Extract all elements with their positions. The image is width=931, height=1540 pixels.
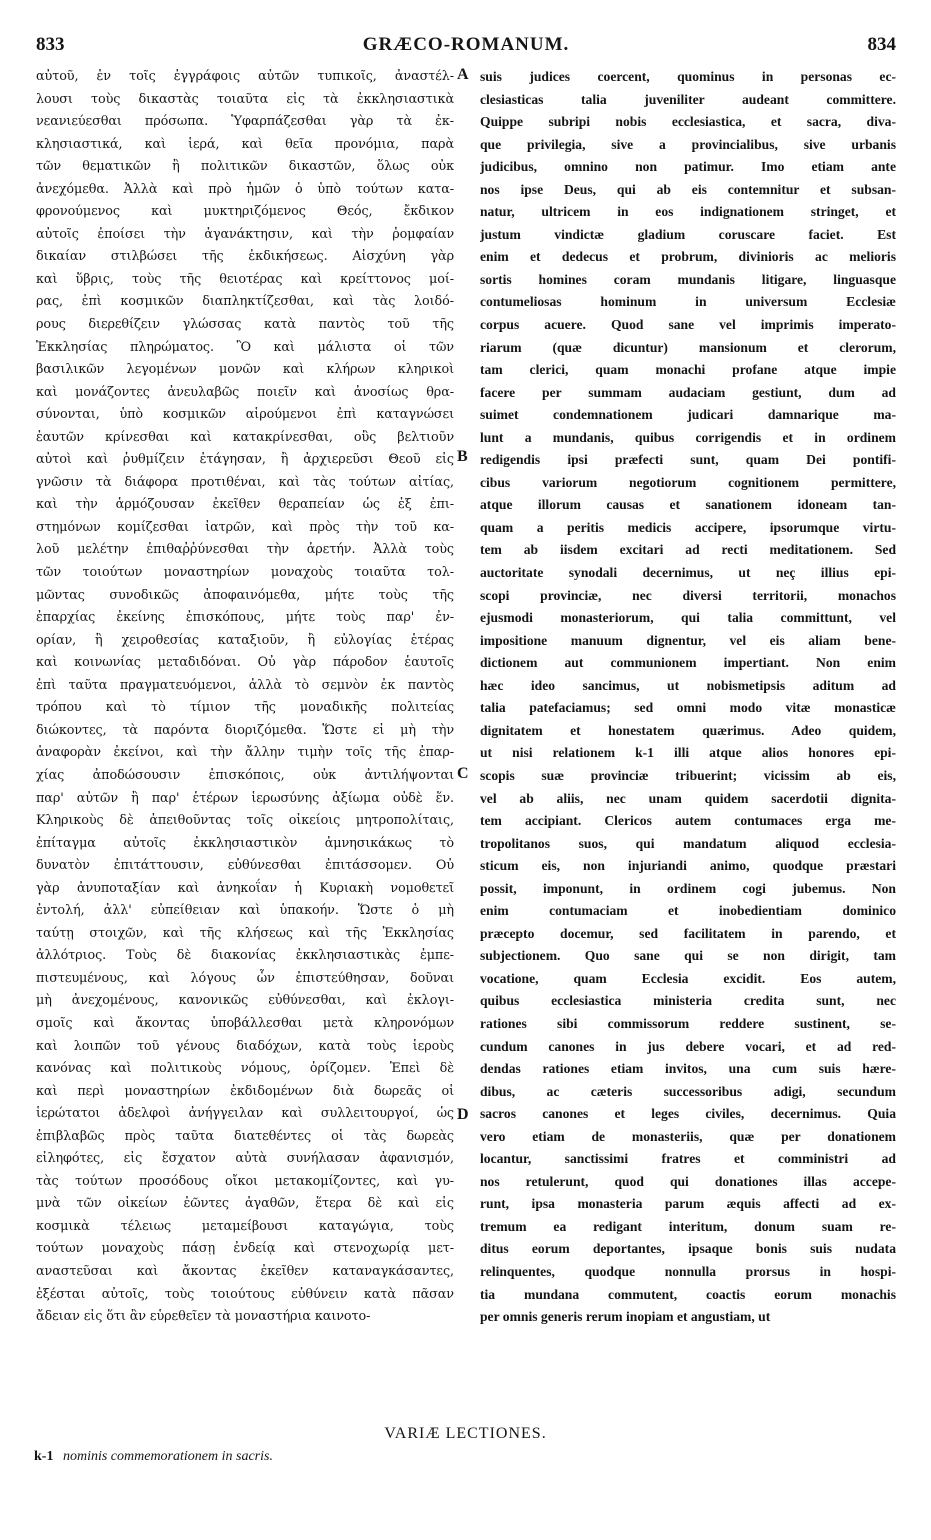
greek-text-line: ἐντολή, ἀλλ' εὐπείθειαν καὶ ὑπακοήν. Ὥστε ὁ μὴ — [36, 903, 454, 919]
latin-text-line: redigendis ipsi præfecti sunt, quam Dei pontifi- — [480, 452, 896, 468]
greek-text-line: βασιλικῶν λεγομένων μονῶν καὶ κλήρων κληρικοὶ — [36, 362, 454, 378]
greek-text-line: τῶν τοιούτων μοναστηρίων μοναχοὺς τοιαῦτα τολ- — [36, 565, 454, 581]
margin-letter-d: D — [457, 1106, 469, 1123]
greek-text-line: τούτων μοναχοὺς πάσῃ ἐνδείᾳ καὶ στενοχωρίᾳ μετ- — [36, 1241, 454, 1257]
greek-text-line: ταύτῃ στοιχῶν, καὶ τῆς κλήσεως καὶ τῆς Ἐκκλησίας — [36, 925, 454, 941]
latin-text-line: dibus, ac cæteris successoribus adigi, secundum — [480, 1083, 896, 1099]
greek-text-line: ἄδειαν εἰς ὅτι ἂν εὑρεθεῖεν τὰ μοναστήρια καινοτο- — [36, 1309, 371, 1325]
latin-text-line: Quippe subripi nobis ecclesiastica, et sacra, diva- — [480, 114, 896, 130]
greek-text-line: καὶ περὶ μοναστηρίων ἐκδιδομένων διὰ δωρεᾶς οἱ — [36, 1083, 454, 1099]
greek-text-line: κοσμικὰ τέλειως μεταμείβουσι καταγώγια, τοὺς — [36, 1218, 454, 1234]
greek-text-line: ἐπαρχίας ἐκείνης ἐπισκόπους, μήτε τοὺς παρ' ἐν- — [36, 610, 454, 626]
greek-text-line: ορίαν, ἢ χειροθεσίας καταξιοῦν, ἢ εὐλογίας ἑτέρας — [36, 632, 454, 648]
latin-text-line: dignitatem et honestatem quærimus. Adeo quidem, — [480, 722, 896, 738]
latin-text-line: locantur, sanctissimi fratres et comministri ad — [480, 1151, 896, 1167]
latin-text-line: tropolitanos suos, qui mandatum aliquod ecclesia- — [480, 835, 896, 851]
latin-text-line: præcepto docemur, sed facilitatem in parendo, et — [480, 925, 896, 941]
variae-lectiones-title: VARIÆ LECTIONES. — [384, 1425, 547, 1442]
greek-text-line: τρόπου καὶ τὸ τίμιον τῆς μοναδικῆς πολιτείας — [36, 700, 454, 716]
greek-text-line: λοῦ μελέτην ἐπιθαῤῥύνεσθαι τὴν ἀρετήν. Ἀλλὰ τοὺς — [36, 542, 454, 558]
greek-text-line: νεανιεύεσθαι πρόσωπα. Ὑφαρπάζεσθαι γὰρ τὰ ἐκ- — [36, 114, 454, 130]
latin-text-line: sacros canones et leges civiles, decernimus. Quia — [480, 1106, 896, 1122]
column-number-right: 834 — [867, 34, 896, 55]
greek-text-line: δυνατὸν ἐπιτάττουσιν, εὐθύνεσθαι ἐπιτάσσομεν. Οὐ — [36, 858, 454, 874]
greek-text-line: ἀναφορὰν ἐκείνοι, καὶ τὴν ἄλλην τιμὴν τοῖς τῆς ἐπαρ- — [36, 745, 454, 761]
page-title: GRÆCO-ROMANUM. — [362, 34, 570, 55]
latin-text-line: que privilegia, sive a provincialibus, sive urbanis — [480, 136, 896, 152]
greek-text-line: τὰς τούτων προσόδους οἴκοι μετακομίζοντες, καὶ γυ- — [36, 1173, 454, 1189]
latin-text-line: quam a peritis medicis accipere, ipsorumque virtu- — [480, 519, 896, 535]
greek-text-line: καὶ κοινωνίας μεταδιδόναι. Οὐ γὰρ πάροδον ἑαυτοῖς — [36, 655, 454, 671]
latin-text-line: natur, ultricem in eos indignationem stringet, et — [480, 204, 896, 220]
greek-text-line: αὐτοῖς ἐποίσει τὴν ἀγανάκτησιν, καὶ τὴν ῥομφαίαν — [36, 226, 454, 242]
latin-text-line: vocatione, quam Ecclesia excidit. Eos autem, — [480, 970, 896, 986]
latin-text-line: auctoritate synodali decernimus, ut neç illius epi- — [480, 565, 896, 581]
latin-text-line: vel ab aliis, nec unam quidem sacerdotii dignita- — [480, 790, 896, 806]
latin-text-line: clesiasticas talia juveniliter audeant committere. — [480, 91, 896, 107]
greek-text-line: παρ' αὐτῶν ἢ παρ' ἑτέρων ἱερωσύνης ἀξίωμα οὐδὲ ἕν. — [36, 790, 454, 806]
greek-text-line: μῶντας συνοδικῶς ἀποφαινόμεθα, μήτε τοὺς τῆς — [36, 587, 454, 603]
latin-text-line: scopis suæ provinciæ tribuerint; vicissim ab eis, — [480, 767, 896, 783]
page-header — [36, 34, 896, 64]
margin-letter-c: C — [457, 765, 469, 782]
greek-text-line: ἱερώτατοι ἀδελφοὶ ἀνήγγειλαν καὶ συλλειτουργοί, ὡς — [36, 1106, 454, 1122]
latin-text-line: talia patefaciamus; sed omni modo vitæ monasticæ — [480, 700, 896, 716]
greek-text-line: μὴ ἀνεχομένους, κανονικῶς εὐθύνεσθαι, καὶ ἐκλογι- — [36, 993, 454, 1009]
latin-text-line: contumeliosas hominum in universum Ecclesiæ — [480, 294, 896, 310]
latin-text-line: nos retulerunt, quod qui donationes illas accepe- — [480, 1173, 896, 1189]
greek-text-line: αναστεῦσαι καὶ ἄκοντας ἐκεῖθεν καταναγκάσαντες, — [36, 1263, 454, 1279]
latin-text-line: atque illorum causas et sanationem idoneam tan- — [480, 497, 896, 513]
margin-letter-a: A — [457, 66, 469, 83]
greek-text-line: διώκοντες, τὰ παρόντα διοριζόμεθα. Ὥστε εἰ μὴ τὴν — [36, 722, 454, 738]
greek-text-line: κλησιαστικά, καὶ ἱερά, καὶ θεῖα προνόμια, παρὰ — [36, 136, 454, 152]
latin-text-line: sticum eis, non injuriandi animo, quodque præstari — [480, 858, 896, 874]
latin-text-line: corpus acuere. Quod sane vel imprimis imperato- — [480, 317, 896, 333]
latin-text-line: sortis homines coram mundanis litigare, linguasque — [480, 271, 896, 287]
footnote-text: nominis commemorationem in sacris. — [62, 1449, 273, 1464]
latin-text-line: impositione manuum dignentur, vel eis aliam bene- — [480, 632, 896, 648]
latin-text-line: rationes sibi commissorum reddere sustinent, se- — [480, 1015, 896, 1031]
latin-text-line: quibus ecclesiastica ministeria credita sunt, nec — [480, 993, 896, 1009]
footnote-mark: k-1 — [34, 1449, 54, 1464]
greek-text-line: καὶ μονάζοντες ἀνευλαβῶς ποιεῖν καὶ ἀνοσίως θρα- — [36, 384, 454, 400]
column-number-left: 833 — [36, 34, 65, 55]
greek-text-line: ἐπίταγμα αὐτοῖς ἐκκλησιαστικὸν ἀμνησικάκως τὸ — [36, 835, 454, 851]
latin-text-column — [480, 66, 896, 1329]
greek-text-line: καὶ ὕβρις, τοὺς τῆς θειοτέρας καὶ κρείττονος μοί- — [36, 271, 454, 287]
latin-text-line: enim et dedecus et probrum, divinioris ac melioris — [480, 249, 896, 265]
latin-text-line: ejusmodi monasteriorum, qui talia committunt, vel — [480, 610, 896, 626]
latin-text-line: tia mundana commutent, coactis eorum monachis — [480, 1286, 896, 1302]
greek-text-line: στημόνων κομίζεσθαι ἰατρῶν, καὶ πρὸς τὴν τοῦ κα- — [36, 519, 454, 535]
latin-text-line: tam clerici, quam monachi profane atque impie — [480, 362, 896, 378]
greek-text-line: ἐξέσται αὐτοῖς, τοὺς τοιούτους εὐθύνειν κατὰ πᾶσαν — [36, 1286, 454, 1302]
latin-text-line: tremum ea redigant interitum, donum suam re- — [480, 1218, 896, 1234]
greek-text-line: λουσι τοὺς δικαστὰς τοιαῦτα εἰς τὰ ἐκκλησιαστικὰ — [36, 91, 454, 107]
latin-text-line: subjectionem. Quo sane qui se non dirigit, tam — [480, 948, 896, 964]
greek-text-line: ἐπὶ ταῦτα πραγματευόμενοι, ἀλλὰ τὸ σεμνὸν ἐκ παντὸς — [36, 677, 454, 693]
latin-text-line: possit, imponunt, in ordinem cogi jubemus. Non — [480, 880, 896, 896]
latin-text-line: hæc ideo sancimus, ut nobismetipsis aditum ad — [480, 677, 896, 693]
latin-text-line: cundum canones in jus debere vocari, et ad red- — [480, 1038, 896, 1054]
latin-text-line: lunt a mundanis, quibus corrigendis et in ordinem — [480, 429, 896, 445]
margin-letter-b: B — [457, 448, 468, 465]
latin-text-line: riarum (quæ dicuntur) mansionum et clerorum, — [480, 339, 896, 355]
greek-text-line: ἀλλότριος. Τοὺς δὲ διακονίας ἐκκλησιαστικὰς ἐμπε- — [36, 948, 454, 964]
greek-text-line: καὶ λοιπῶν τοῦ γένους διαδόχων, κατὰ τοὺς ἱεροὺς — [36, 1038, 454, 1054]
latin-text-line: suimet condemnationem judicari damnarique ma- — [480, 407, 896, 423]
variae-lectiones-note — [34, 1449, 273, 1465]
latin-text-line: judicibus, omnino non patimur. Imo etiam ante — [480, 159, 896, 175]
latin-text-line: relinquentes, quodque nonnulla prorsus in hospi- — [480, 1263, 896, 1279]
greek-text-line: Κληρικοὺς δὲ ἀπειθοῦντας τοῖς οἰκείοις μητροπολίταις, — [36, 813, 454, 829]
greek-text-line: ἑαυτῶν κρίνεσθαι καὶ κατακρίνεσθαι, οὓς βελτιοῦν — [36, 429, 454, 445]
latin-text-line: runt, ipsa monasteria parum æquis affecti ad ex- — [480, 1196, 896, 1212]
latin-text-line: ut nisi relationem k-1 illi atque alios honores epi- — [480, 745, 896, 761]
greek-text-line: γὰρ ἀνυποταξίαν καὶ ἀνηκοΐαν ἡ Κυριακὴ νομοθετεῖ — [36, 880, 454, 896]
greek-text-line: φρονούμενος καὶ μυκτηριζόμενος Θεός, ἔκδικον — [36, 204, 454, 220]
greek-text-line: πιστευμένους, καὶ λόγους ὧν ἐπιστεύθησαν, δοῦναι — [36, 970, 454, 986]
latin-text-line: cibus variorum negotiorum cognitionem permittere, — [480, 474, 896, 490]
latin-text-line: ditus eorum deportantes, ipsaque bonis suis nudata — [480, 1241, 896, 1257]
greek-text-line: τῶν θεματικῶν ἢ πολιτικῶν δικαστῶν, ὅλως οὐκ — [36, 159, 454, 175]
greek-text-line: ἐπιβλαβῶς πρὸς ταῦτα διατεθέντες οἱ τὰς δωρεὰς — [36, 1128, 454, 1144]
latin-text-line: scopi provinciæ, nec diversi territorii, monachos — [480, 587, 896, 603]
latin-text-line: vero etiam de monasteriis, quæ per donationem — [480, 1128, 896, 1144]
latin-text-line: dictionem aut communionem impertiant. Non enim — [480, 655, 896, 671]
greek-text-line: καὶ τὴν ἁρμόζουσαν ἐκεῖθεν θεραπείαν ὡς ἐξ ἐπι- — [36, 497, 454, 513]
greek-text-line: αὐτοὶ καὶ ῥυθμίζειν ἐτάγησαν, ἢ ἀρχιερεῦσι Θεοῦ εἰς — [36, 452, 454, 468]
latin-text-line: tem ab iisdem excitari ad recti meditationem. Sed — [480, 542, 896, 558]
latin-text-line: justum vindictæ gladium coruscare faciet. Est — [480, 226, 896, 242]
greek-text-line: σμοῖς καὶ ἄκοντας ὑποβάλλεσθαι μετὰ κληρονόμων — [36, 1015, 454, 1031]
greek-text-line: εἰληφότες, εἰς ἔσχατον αὐτὰ συνήλασαν ἀφανισμόν, — [36, 1151, 454, 1167]
latin-text-line: nos ipse Deus, qui ab eis contemnitur et subsan- — [480, 181, 896, 197]
greek-text-line: ρους διερεθίζειν γλώσσας κατὰ παντὸς τοῦ τῆς — [36, 317, 454, 333]
latin-text-line: dendas rationes etiam invitos, una cum suis hære- — [480, 1061, 896, 1077]
greek-text-line: αὐτοῦ, ἐν τοῖς ἐγγράφοις αὐτῶν τυπικοῖς, ἀναστέλ- — [36, 69, 454, 84]
greek-text-line: ρας, ἐπὶ κοσμικῶν διαπληκτίζεσθαι, καὶ τὰς λοιδό- — [36, 294, 454, 310]
greek-text-line: δικαίαν στιλβώσει τῆς ἐκδικήσεως. Αἰσχύνη γὰρ — [36, 249, 454, 265]
greek-text-line: σύνονται, ὑπὸ κοσμικῶν αἱρούμενοι ἐπὶ καταγνώσει — [36, 407, 454, 423]
latin-text-line: enim contumaciam et inobedientiam dominico — [480, 903, 896, 919]
latin-text-line: tem accipiant. Clericos autem contumaces erga me- — [480, 813, 896, 829]
greek-text-line: κανόνας καὶ πολιτικοὺς νόμους, ὁρίζομεν. Ἐπεὶ δὲ — [36, 1061, 454, 1077]
greek-text-line: χίας ἀποδώσουσιν ἐπισκόποις, οὐκ ἀντιλήψονται — [36, 767, 454, 783]
greek-text-column — [36, 66, 454, 1329]
greek-text-line: γνῶσιν τὰ διάφορα προτιθέναι, καὶ τὰς τούτων αἰτίας, — [36, 474, 454, 490]
latin-text-line: facere per summam audaciam gestiunt, dum ad — [480, 384, 896, 400]
greek-text-line: ἀνεχόμεθα. Ἀλλὰ καὶ πρὸ ἡμῶν ὁ ὑπὸ τούτων κατα- — [36, 181, 454, 197]
latin-text-line: suis judices coercent, quominus in personas ec- — [480, 69, 896, 84]
greek-text-line: μνὰ τῶν οἰκείων ἐῶντες ἀγαθῶν, ἕτερα δὲ καὶ εἰς — [36, 1196, 454, 1212]
latin-text-line: per omnis generis rerum inopiam et angustiam, ut — [480, 1309, 771, 1325]
greek-text-line: Ἐκκλησίας πληρώματος. Ὃ καὶ μάλιστα οἱ τῶν — [36, 339, 454, 355]
